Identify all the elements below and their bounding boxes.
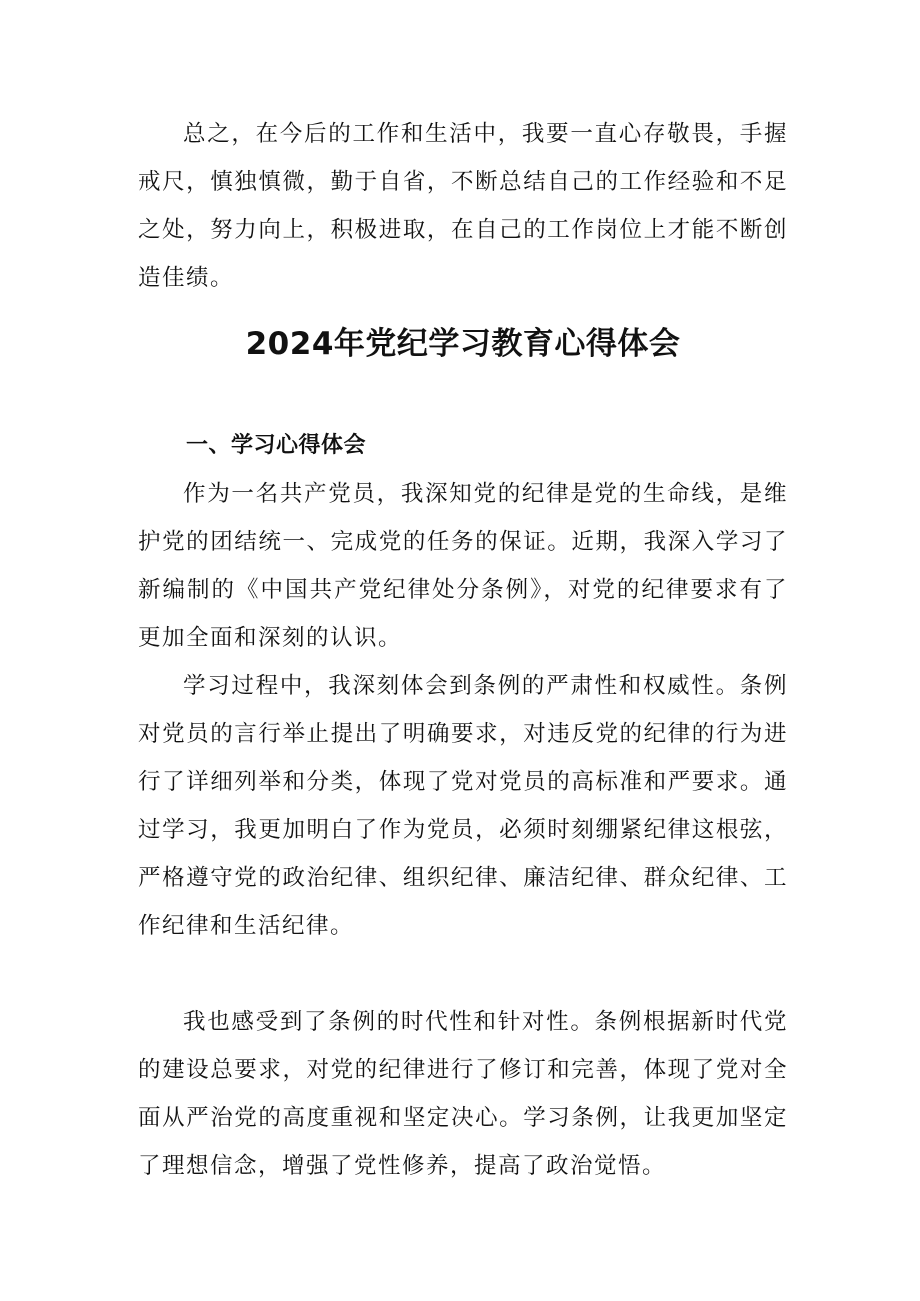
body-paragraph: 学习过程中，我深刻体会到条例的严肃性和权威性。条例对党员的言行举止提出了明确要求，对违反党的纪律的行为进行了详细列举和分类，体现了党对党员的高标准和严要求。通过学习，我更加明白了作为党员，必须时刻绷紧纪律这根弦，严格遵守党的政治纪律、组织纪律、廉洁纪律、群众纪律、工作纪律和生活纪律。 [138, 673, 788, 939]
body-paragraph: 我也感受到了条例的时代性和针对性。条例根据新时代党的建设总要求，对党的纪律进行了修订和完善，体现了党对全面从严治党的高度重视和坚定决心。学习条例，让我更加坚定了理想信念，增强了党性修养，提高了政治觉悟。 [138, 1009, 788, 1179]
paragraph-block-1 [138, 470, 788, 662]
paragraph-block-2 [138, 662, 788, 950]
paragraph-block-3 [138, 998, 788, 1190]
intro-paragraph: 总之，在今后的工作和生活中，我要一直心存敬畏，手握戒尺，慎独慎微，勤于自省，不断总结自己的工作经验和不足之处，努力向上，积极进取，在自己的工作岗位上才能不断创造佳绩。 [138, 121, 788, 291]
intro-paragraph-block [138, 110, 788, 302]
body-paragraph: 作为一名共产党员，我深知党的纪律是党的生命线，是维护党的团结统一、完成党的任务的保证。近期，我深入学习了新编制的《中国共产党纪律处分条例》，对党的纪律要求有了更加全面和深刻的认识。 [138, 481, 788, 651]
section-heading: 一、学习心得体会 [186, 433, 367, 458]
document-title: 2024年党纪学习教育心得体会 [245, 326, 681, 362]
